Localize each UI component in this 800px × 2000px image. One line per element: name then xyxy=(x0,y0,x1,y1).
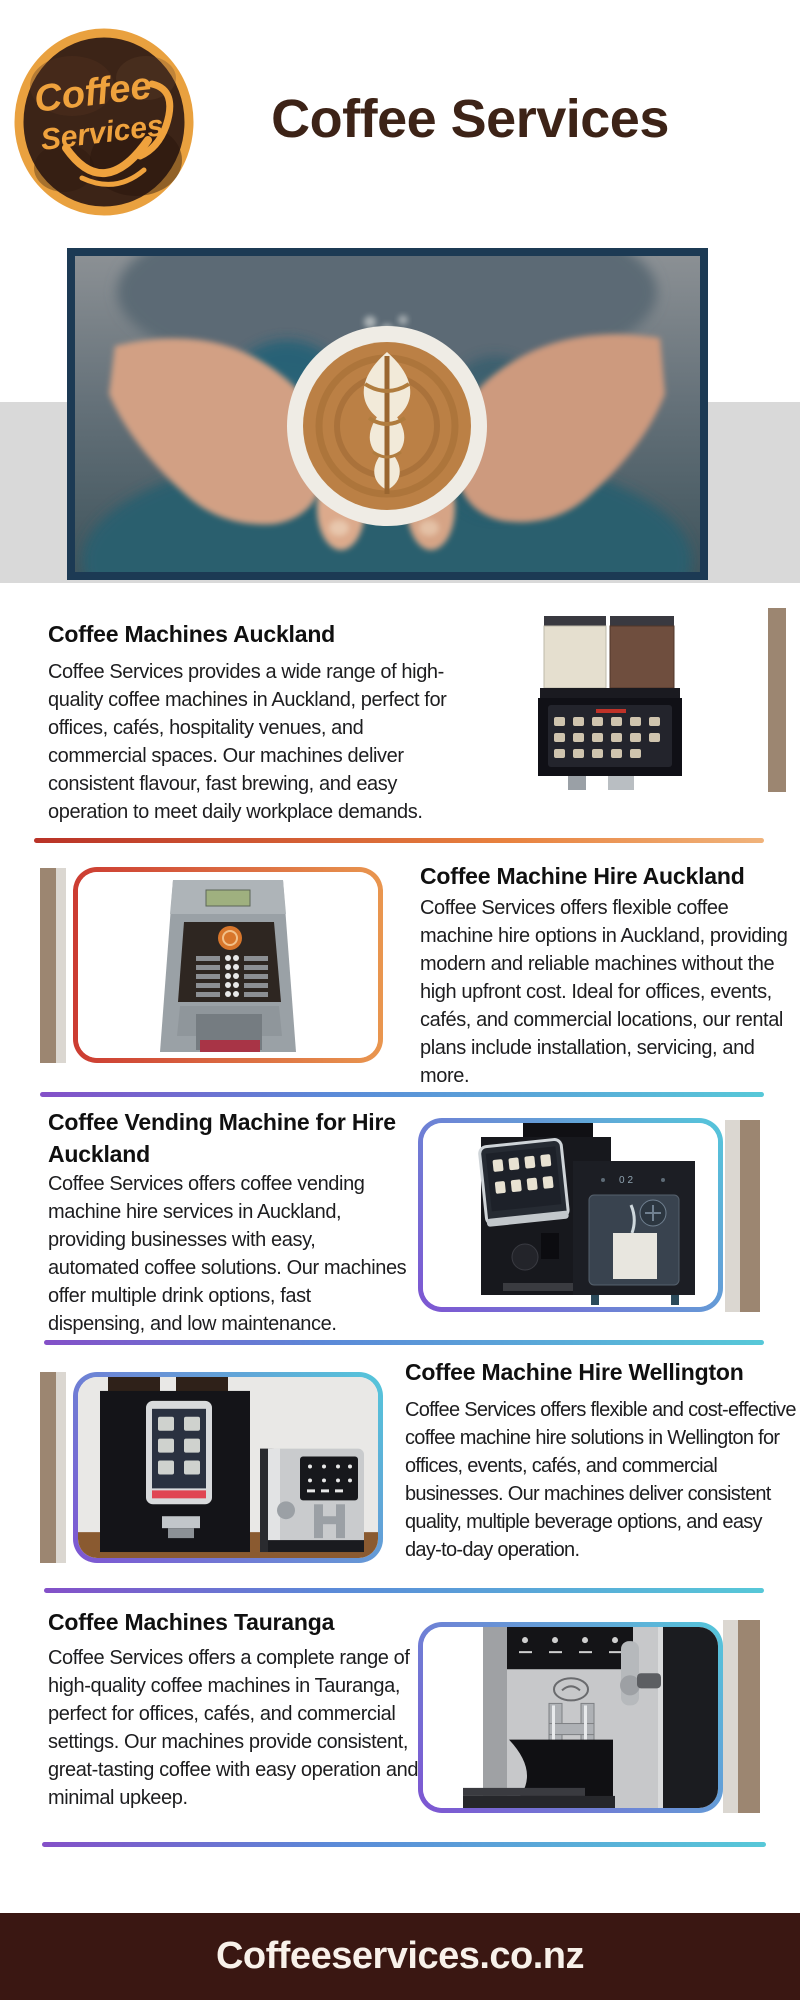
vending-machine-photo-auckland xyxy=(73,867,383,1063)
jura-machine-photo xyxy=(418,1622,723,1813)
footer-banner xyxy=(0,1913,800,2000)
logo-text-line2: Services xyxy=(38,109,166,157)
section-divider xyxy=(34,838,764,843)
vending-machine-illustration xyxy=(78,872,378,1058)
section-body: Coffee Services offers coffee vending machine hire services in Auckland, providing businesses with easy, automated coffee solutions. Our machines offer multiple drink options, fast dispensing, and low maintenance. xyxy=(48,1173,407,1335)
machine-logo-icon xyxy=(218,926,242,950)
side-accent-bar xyxy=(40,868,56,1063)
fridge-display: 02 xyxy=(619,1175,637,1186)
machine-with-fridge-illustration xyxy=(423,1123,718,1307)
section-divider xyxy=(44,1588,764,1593)
espresso-machine-illustration xyxy=(423,1627,718,1808)
side-accent-bar-light xyxy=(56,868,66,1063)
section-heading: Coffee Machine Hire Wellington xyxy=(405,1359,744,1385)
section-body: Coffee Services offers a complete range of high-quality coffee machines in Tauranga, perfect for offices, cafés, and commercial settings. Our machines provide consistent, great-tasting coffee with easy operation and minimal upkeep. xyxy=(48,1647,419,1809)
side-accent-bar-light xyxy=(723,1620,738,1813)
side-accent-bar xyxy=(738,1620,760,1813)
coffee-machine-milk-fridge-photo xyxy=(418,1118,723,1312)
latte-hands-photo-illustration xyxy=(75,256,700,572)
section-heading: Coffee Vending Machine for Hire Auckland xyxy=(48,1109,396,1167)
touchscreen xyxy=(479,1139,569,1227)
section-body: Coffee Services offers flexible coffee machine hire options in Auckland, providing modern and reliable machines without the high upfront cost. Ideal for offices, events, cafés, and commercial locations, our rental plans include installation, servicing, and more. xyxy=(420,897,788,1087)
logo-text-line1: Coffee xyxy=(31,64,154,121)
two-coffee-machines-photo xyxy=(73,1372,383,1563)
hero-photo xyxy=(67,248,708,580)
logo-badge-icon xyxy=(14,28,194,216)
side-accent-bar xyxy=(768,608,786,792)
section-divider xyxy=(40,1092,764,1097)
coffee-services-logo xyxy=(14,28,194,216)
side-accent-bar xyxy=(40,1372,56,1563)
control-panel xyxy=(507,1627,633,1669)
two-machines-illustration xyxy=(78,1377,378,1558)
bean-to-cup-machine-illustration xyxy=(538,612,688,792)
section-heading: Coffee Machines Tauranga xyxy=(48,1609,335,1635)
coffee-machine-photo-auckland xyxy=(538,612,688,792)
section-divider xyxy=(44,1340,764,1345)
section-heading: Coffee Machines Auckland xyxy=(48,621,336,647)
side-accent-bar-light xyxy=(725,1120,740,1312)
side-accent-bar-light xyxy=(56,1372,66,1563)
section-body: Coffee Services offers flexible and cost-effective coffee machine hire solutions in Wellington for offices, events, cafés, and commercial businesses. Our machines deliver consistent quality, multiple beverage options, and easy day-to-day operation. xyxy=(405,1399,796,1561)
section-heading: Coffee Machine Hire Auckland xyxy=(420,863,745,889)
side-accent-bar xyxy=(740,1120,760,1312)
section-divider xyxy=(42,1842,766,1847)
footer-domain-text: Coffeeservices.co.nz xyxy=(215,1935,585,1977)
page-title: Coffee Services xyxy=(271,89,669,149)
section-body: Coffee Services provides a wide range of high-quality coffee machines in Auckland, perfect for offices, cafés, hospitality venues, and commercial spaces. Our machines deliver consistent flavour, fast brewing, and easy operation to meet daily workplace demands. xyxy=(48,661,447,823)
